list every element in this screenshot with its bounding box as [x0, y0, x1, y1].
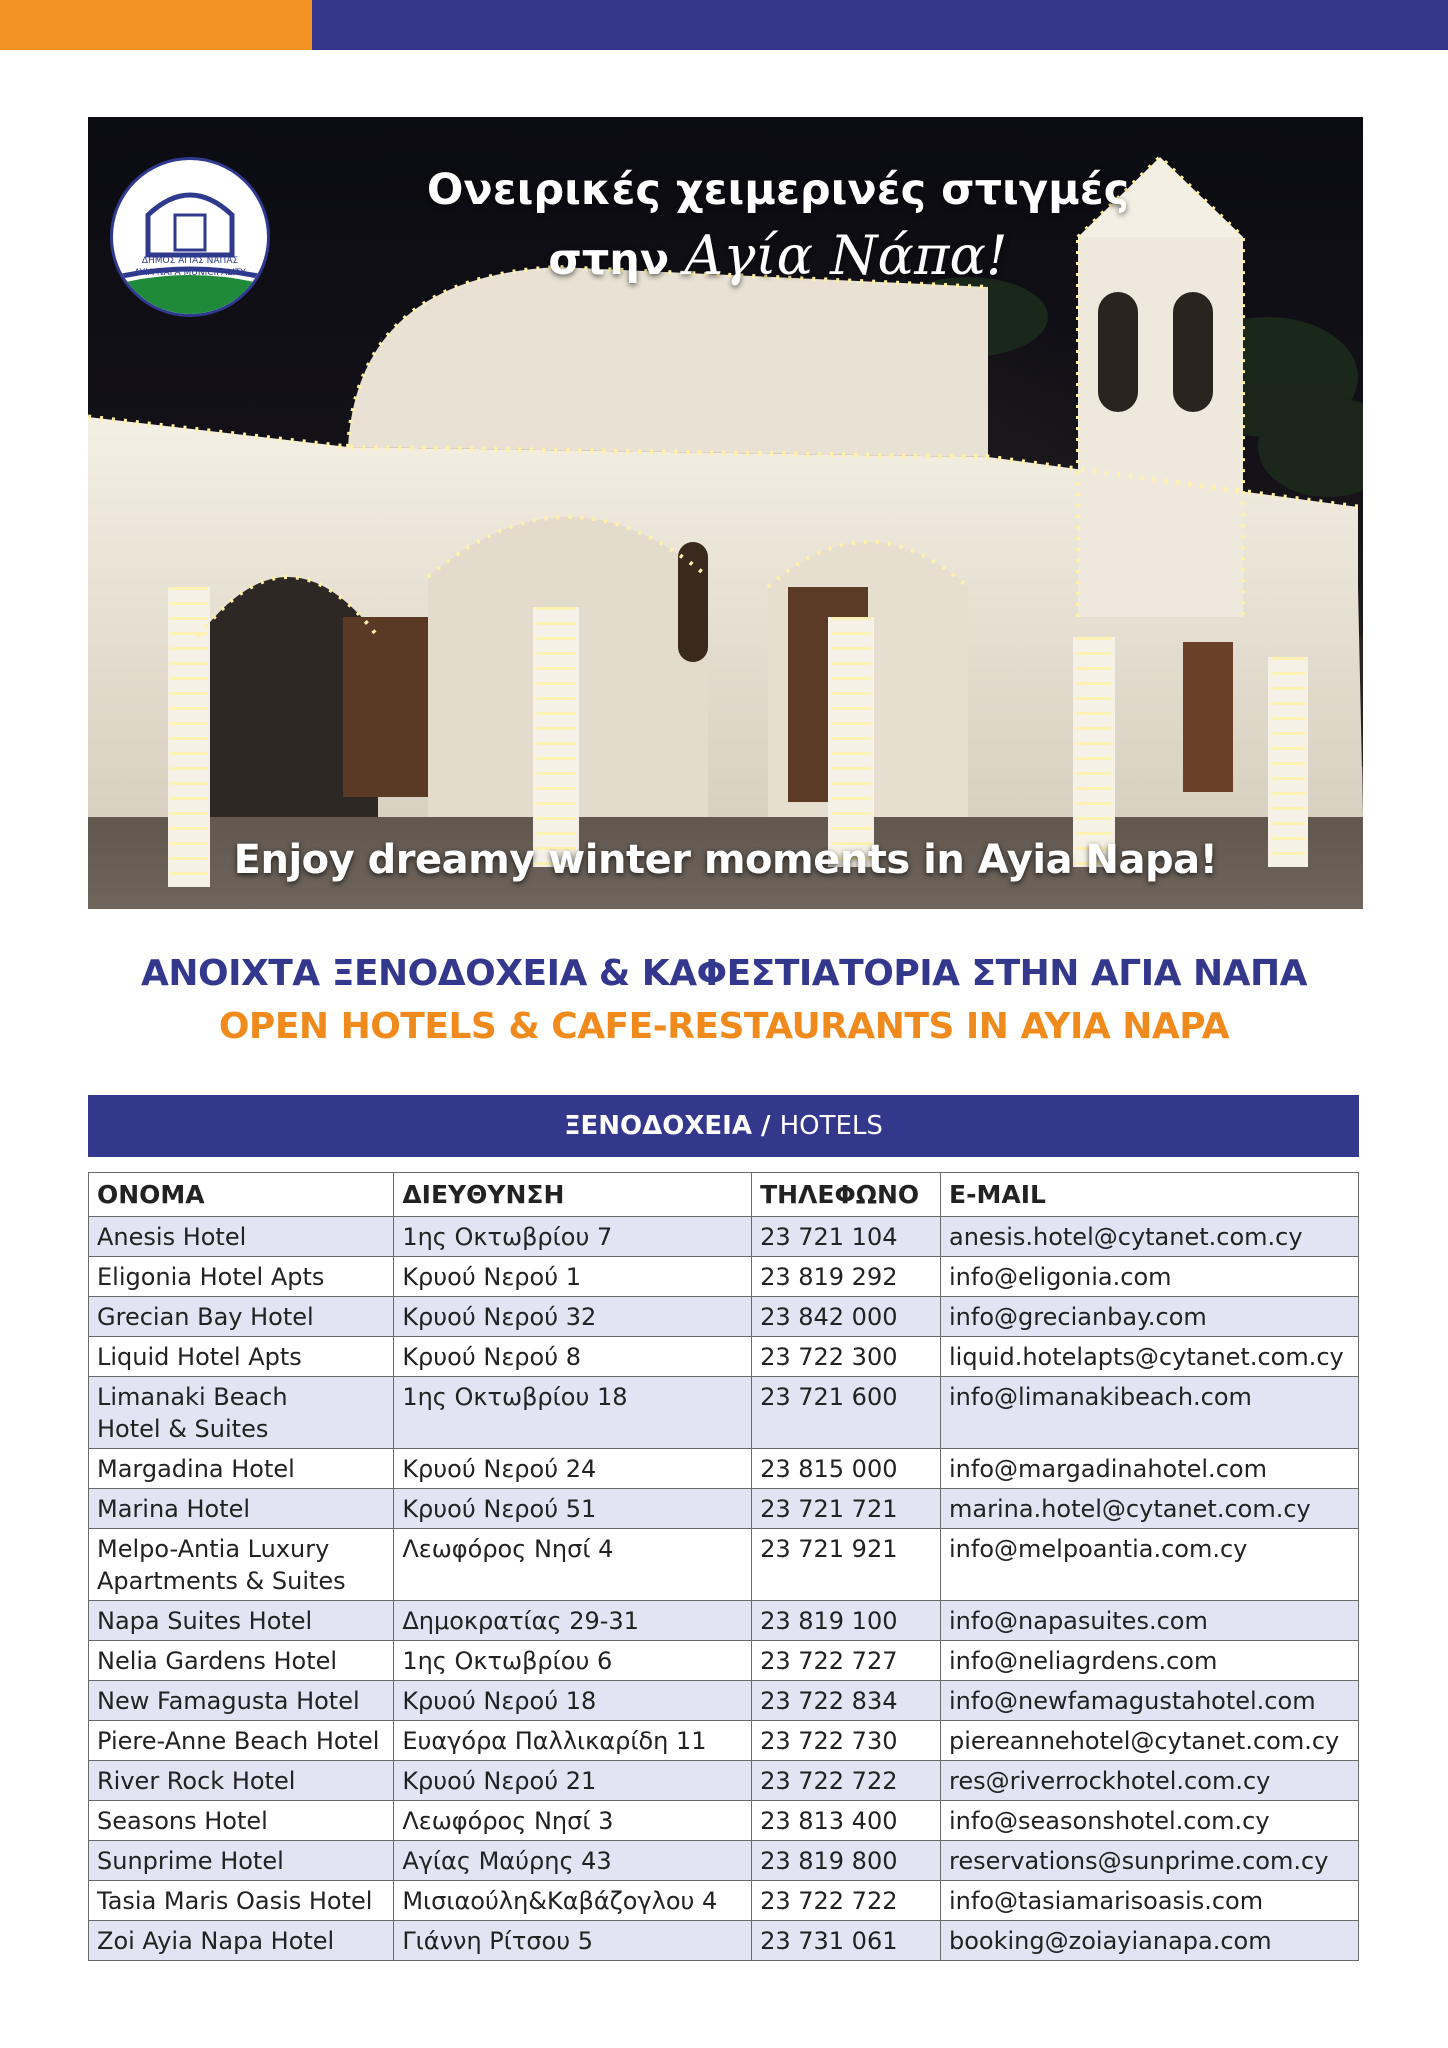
table-row [89, 1257, 1359, 1297]
hotel-email: info@tasiamarisoasis.com [941, 1881, 1359, 1921]
hotel-phone: 23 731 061 [752, 1921, 941, 1961]
section-title-greek: ΞΕΝΟΔΟΧΕΙΑ [564, 1111, 752, 1141]
hotel-name: Nelia Gardens Hotel [89, 1641, 394, 1681]
hotel-name: Limanaki Beach Hotel & Suites [89, 1377, 394, 1449]
table-row [89, 1721, 1359, 1761]
hotel-name: River Rock Hotel [89, 1761, 394, 1801]
municipality-logo [110, 157, 270, 317]
hotel-phone: 23 722 730 [752, 1721, 941, 1761]
hotel-name: Sunprime Hotel [89, 1841, 394, 1881]
top-bar-blue [312, 0, 1448, 50]
hotel-address: 1ης Οκτωβρίου 6 [394, 1641, 752, 1681]
hotel-name: Eligonia Hotel Apts [89, 1257, 394, 1297]
table-row [89, 1529, 1359, 1601]
hotel-email: info@napasuites.com [941, 1601, 1359, 1641]
hotel-name: Anesis Hotel [89, 1217, 394, 1257]
hotel-address: Γιάννη Ρίτσου 5 [394, 1921, 752, 1961]
hotel-email: res@riverrockhotel.com.cy [941, 1761, 1359, 1801]
hotel-name: Tasia Maris Oasis Hotel [89, 1881, 394, 1921]
hotel-name: Seasons Hotel [89, 1801, 394, 1841]
hotel-email: reservations@sunprime.com.cy [941, 1841, 1359, 1881]
hotel-phone: 23 721 721 [752, 1489, 941, 1529]
hotel-phone: 23 819 800 [752, 1841, 941, 1881]
hotel-email: info@limanakibeach.com [941, 1377, 1359, 1449]
hotel-name: Zoi Ayia Napa Hotel [89, 1921, 394, 1961]
hotel-address: Λεωφόρος Νησί 3 [394, 1801, 752, 1841]
table-row [89, 1377, 1359, 1449]
table-row [89, 1921, 1359, 1961]
logo-text-greek: ΔΗΜΟΣ ΑΓΙΑΣ ΝΑΠΑΣ [141, 256, 239, 266]
hotel-email: info@neliagrdens.com [941, 1641, 1359, 1681]
hotel-address: Κρυού Νερού 18 [394, 1681, 752, 1721]
hotel-name: Liquid Hotel Apts [89, 1337, 394, 1377]
hero-caption: Enjoy dreamy winter moments in Ayia Napa! [233, 837, 1218, 883]
hotel-email: info@grecianbay.com [941, 1297, 1359, 1337]
hotel-address: 1ης Οκτωβρίου 18 [394, 1377, 752, 1449]
hotel-phone: 23 721 600 [752, 1377, 941, 1449]
heading-greek: ΑΝΟΙΧΤΑ ΞΕΝΟΔΟΧΕΙΑ & ΚΑΦΕΣΤΙΑΤΟΡΙΑ ΣΤΗΝ ΑΓΙΑ ΝΑΠΑ [141, 953, 1307, 994]
hotel-phone: 23 721 104 [752, 1217, 941, 1257]
hotel-phone: 23 842 000 [752, 1297, 941, 1337]
hotel-name: Piere-Anne Beach Hotel [89, 1721, 394, 1761]
top-bar-orange [0, 0, 312, 50]
table-row [89, 1449, 1359, 1489]
hotel-email: liquid.hotelapts@cytanet.com.cy [941, 1337, 1359, 1377]
hotel-phone: 23 721 921 [752, 1529, 941, 1601]
table-row [89, 1881, 1359, 1921]
hotel-phone: 23 722 727 [752, 1641, 941, 1681]
hero-photo [88, 117, 1363, 909]
column-header-name: ΟΝΟΜΑ [89, 1173, 394, 1217]
hotel-name: Melpo-Antia Luxury Apartments & Suites [89, 1529, 394, 1601]
table-row [89, 1217, 1359, 1257]
column-header-phone: ΤΗΛΕΦΩΝΟ [752, 1173, 941, 1217]
hotel-address: Κρυού Νερού 51 [394, 1489, 752, 1529]
table-row [89, 1337, 1359, 1377]
heading-english: OPEN HOTELS & CAFE-RESTAURANTS IN AYIA NAPA [218, 1006, 1230, 1047]
table-row [89, 1841, 1359, 1881]
hotel-email: piereannehotel@cytanet.com.cy [941, 1721, 1359, 1761]
table-row [89, 1681, 1359, 1721]
hotel-email: info@melpoantia.com.cy [941, 1529, 1359, 1601]
table-row [89, 1297, 1359, 1337]
hotel-name: New Famagusta Hotel [89, 1681, 394, 1721]
section-title-english: HOTELS [779, 1111, 883, 1141]
hotel-address: 1ης Οκτωβρίου 7 [394, 1217, 752, 1257]
hotel-email: info@eligonia.com [941, 1257, 1359, 1297]
hotel-name: Grecian Bay Hotel [89, 1297, 394, 1337]
hotel-phone: 23 815 000 [752, 1449, 941, 1489]
hotel-address: Λεωφόρος Νησί 4 [394, 1529, 752, 1601]
hotel-name: Margadina Hotel [89, 1449, 394, 1489]
hotel-name: Marina Hotel [89, 1489, 394, 1529]
hotel-address: Κρυού Νερού 1 [394, 1257, 752, 1297]
table-row [89, 1761, 1359, 1801]
hero-title-script: Αγία Νάπα! [684, 224, 1008, 287]
hotel-phone: 23 819 292 [752, 1257, 941, 1297]
hotel-address: Κρυού Νερού 32 [394, 1297, 752, 1337]
hero-title-line2 [378, 223, 1178, 293]
column-header-address: ΔΙΕΥΘΥΝΣΗ [394, 1173, 752, 1217]
hotel-phone: 23 722 722 [752, 1761, 941, 1801]
hotel-email: anesis.hotel@cytanet.com.cy [941, 1217, 1359, 1257]
table-row [89, 1801, 1359, 1841]
hotel-email: marina.hotel@cytanet.com.cy [941, 1489, 1359, 1529]
logo-text-english: AYIA NAPA MUNICIPALITY [134, 268, 246, 278]
table-row [89, 1489, 1359, 1529]
hotel-phone: 23 722 722 [752, 1881, 941, 1921]
hotel-address: Κρυού Νερού 21 [394, 1761, 752, 1801]
hotel-address: Κρυού Νερού 24 [394, 1449, 752, 1489]
hotel-name: Napa Suites Hotel [89, 1601, 394, 1641]
hotel-address: Κρυού Νερού 8 [394, 1337, 752, 1377]
hotel-email: booking@zoiayianapa.com [941, 1921, 1359, 1961]
hotel-phone: 23 819 100 [752, 1601, 941, 1641]
hero-title-prefix: στην [548, 235, 670, 285]
table-row [89, 1601, 1359, 1641]
hotel-email: info@margadinahotel.com [941, 1449, 1359, 1489]
hotel-phone: 23 722 834 [752, 1681, 941, 1721]
section-title-separator: / [751, 1111, 780, 1141]
table-row [89, 1641, 1359, 1681]
hero-title-line1: Ονειρικές χειμερινές στιγμές [426, 165, 1130, 215]
column-header-email: E-MAIL [941, 1173, 1359, 1217]
hotel-phone: 23 813 400 [752, 1801, 941, 1841]
table-header-row [89, 1173, 1359, 1217]
section-title-hotels [88, 1095, 1359, 1157]
hero-title [378, 157, 1178, 293]
hotel-address: Μισιαούλη&Καβάζογλου 4 [394, 1881, 752, 1921]
hotel-address: Αγίας Μαύρης 43 [394, 1841, 752, 1881]
hotel-address: Ευαγόρα Παλλικαρίδη 11 [394, 1721, 752, 1761]
hotel-address: Δημοκρατίας 29-31 [394, 1601, 752, 1641]
hotels-table [88, 1172, 1359, 1961]
hotel-email: info@seasonshotel.com.cy [941, 1801, 1359, 1841]
hotel-phone: 23 722 300 [752, 1337, 941, 1377]
hotel-email: info@newfamagustahotel.com [941, 1681, 1359, 1721]
